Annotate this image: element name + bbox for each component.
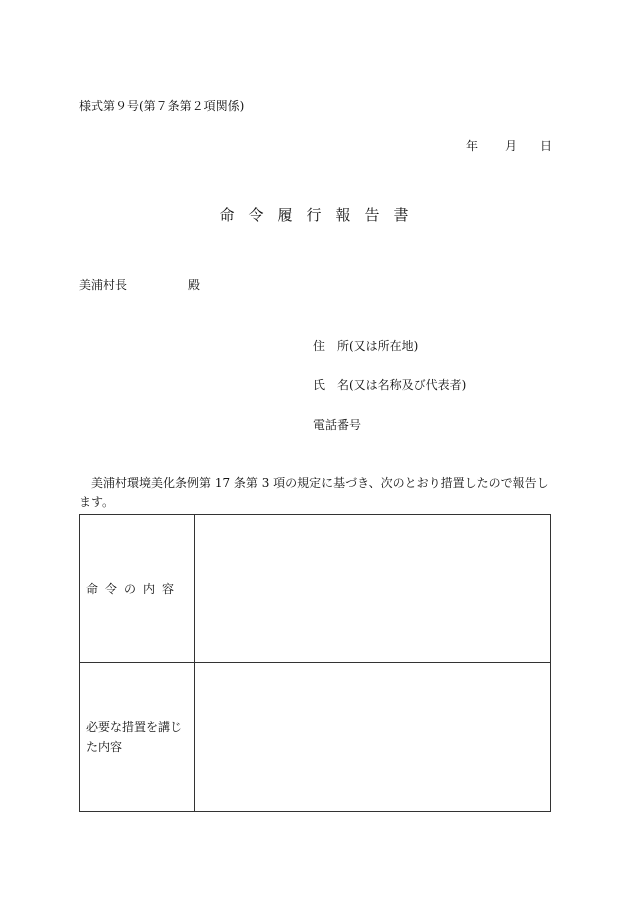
date-month-label: 月 bbox=[505, 139, 518, 153]
date-year-label: 年 bbox=[466, 139, 479, 153]
table-row-label bbox=[80, 663, 195, 812]
sender-address-label: 住 所(又は所在地) bbox=[313, 339, 419, 353]
table-row-label bbox=[80, 515, 195, 663]
date-day-label: 日 bbox=[540, 139, 553, 153]
measures-taken-field[interactable] bbox=[195, 663, 551, 812]
addressee-honorific: 殿 bbox=[188, 278, 201, 292]
document-title: 命令履行報告書 bbox=[219, 206, 423, 224]
form-number: 様式第９号(第７条第２項関係) bbox=[79, 99, 245, 113]
report-body-text: 美浦村環境美化条例第 17 条第 3 項の規定に基づき、次のとおり措置したので報告します。 bbox=[79, 476, 549, 509]
table-row bbox=[80, 663, 551, 812]
measures-taken-label: 必要な措置を講じた内容 bbox=[86, 720, 183, 754]
addressee-name: 美浦村長 bbox=[79, 278, 128, 292]
sender-name-label: 氏 名(又は名称及び代表者) bbox=[313, 378, 467, 392]
report-table bbox=[79, 514, 551, 812]
table-row bbox=[80, 515, 551, 663]
sender-phone-label: 電話番号 bbox=[313, 418, 362, 432]
order-content-field[interactable] bbox=[195, 515, 551, 663]
order-content-label: 命令の内容 bbox=[86, 581, 182, 596]
